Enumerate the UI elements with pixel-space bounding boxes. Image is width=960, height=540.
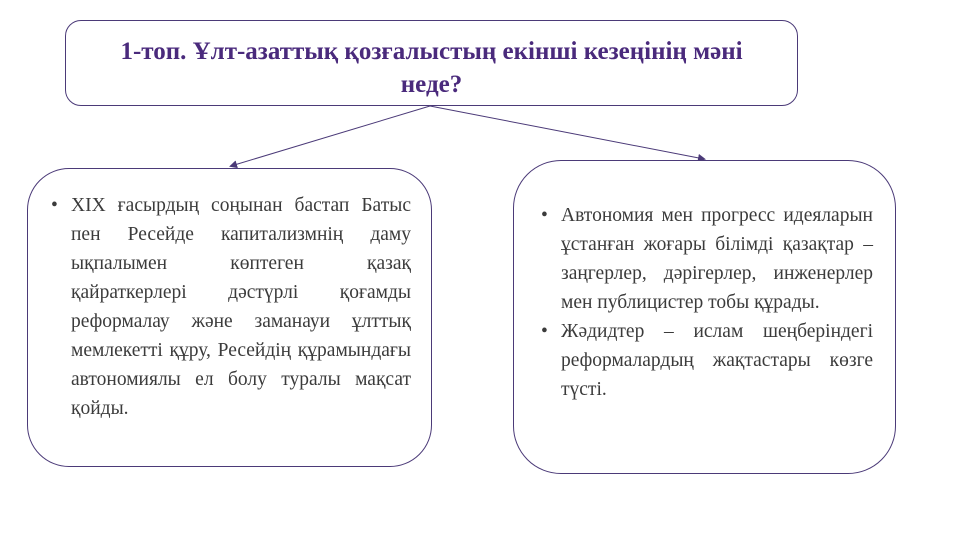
title-box [65, 20, 798, 106]
right-info-box [513, 160, 896, 474]
bullet-item: • Автономия мен прогресс идеяларын ұстанған жоғары білімді қазақтар – заңгерлер, дәрігерлер, инженерлер мен публицистер тобы құрады. [561, 201, 873, 317]
bullet-item: • XIX ғасырдың соңынан бастап Батыс пен Ресейде капитализмнің даму ықпалымен көптеген қазақ қайраткерлері дәстүрлі қоғамды реформалау және заманауи ұлттық мемлекетті құру, Ресейдің құрамындағы автономиялы ел болу туралы мақсат қойды. [71, 191, 411, 423]
bullet-item: • Жәдидтер – ислам шеңберіндегі реформалардың жақтастары көзге түсті. [561, 317, 873, 404]
left-info-box [27, 168, 432, 467]
arrow-to-left-box [231, 106, 430, 166]
right-bullet-list [561, 201, 873, 404]
question-title: 1-топ. Ұлт-азаттық қозғалыстың екінші кезеңінің мәні неде? [120, 38, 743, 98]
arrow-to-right-box [430, 106, 704, 159]
left-bullet-list [71, 191, 411, 423]
